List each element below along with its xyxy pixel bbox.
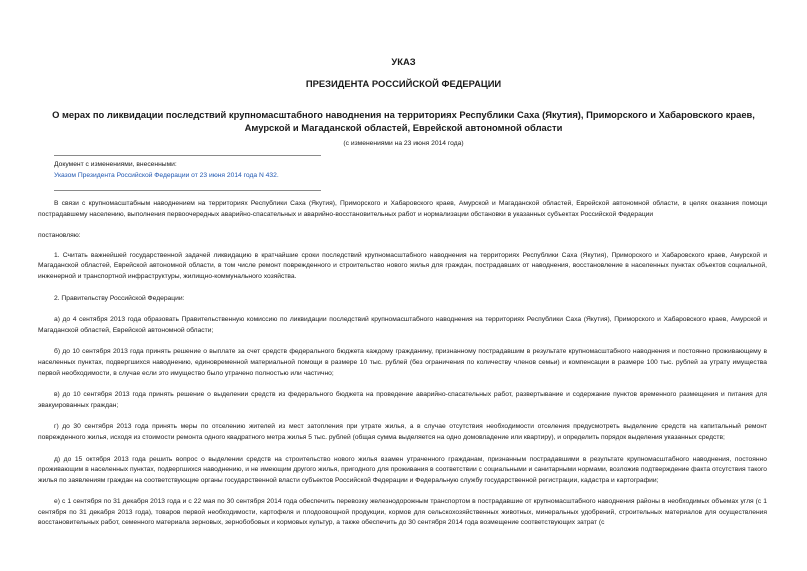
- clause-2g: г) до 30 сентября 2013 года принять меры по отселению жителей из мест затопления при утрате жилья, а в случае отсутствия необходимости отселения предусмотреть выделение средств на капитальный ремонт поврежденного жилья, исходя из стоимости ремонта одного квадратного метра жилья 5 тыс. рублей (общая сумма выделяется на одно домовладение или квартиру), и определить порядок выделения указанных средств;: [38, 423, 767, 441]
- document-issuer: ПРЕЗИДЕНТА РОССИЙСКОЙ ФЕДЕРАЦИИ: [305, 78, 502, 89]
- document-body: [38, 199, 767, 540]
- clause-1: 1. Считать важнейшей государственной задачей ликвидацию в кратчайшие сроки последствий крупномасштабного наводнения на территориях Республики Саха (Якутия), Приморского и Хабаровского краев, Амурской и Магаданской областей, Еврейской автономной области, в том числе ремонт поврежденного и строительство нового жилья для граждан, пострадавших от наводнения, восстановление в населенных пунктах объектов социальной, инженерной и транспортной инфраструктуры, жилищно-коммунального хозяйства.: [38, 251, 767, 280]
- amendment-link[interactable]: Указом Президента Российской Федерации от 23 июня 2014 года N 432.: [54, 172, 279, 179]
- clause-2e: е) с 1 сентября по 31 декабря 2013 года и с 22 мая по 30 сентября 2014 года обеспечить перевозку железнодорожным транспортом в пострадавшие от крупномасштабного наводнения районы в необходимых объемах угля (с 1 сентября по 31 декабря 2013 года), товаров первой необходимости, картофеля и плодоовощной продукции, кормов для сельскохозяйственных животных, минеральных удобрений, строительных материалов для осуществления восстановительных работ, семенного материала зерновых, зернобобовых и кормовых культур, а также обеспечить до 30 сентября 2014 года возмещение соответствующих затрат (с: [38, 498, 767, 527]
- edition-note: (с изменениями на 23 июня 2014 года): [343, 140, 464, 147]
- clause-2: 2. Правительству Российской Федерации:: [54, 294, 185, 302]
- clause-2b: б) до 10 сентября 2013 года принять решение о выплате за счет средств федерального бюджета каждому гражданину, признанному пострадавшим в результате крупномасштабного наводнения и постоянно проживающему в населенных пунктах, подвергшихся наводнению, единовременной материальной помощи в размере 10 тыс. рублей (без ограничения по количеству членов семьи) и компенсации в размере 100 тыс. рублей за утрату имущества первой необходимости, в случае если это имущество было утрачено полностью или частично;: [38, 348, 767, 377]
- amendments-label: Документ с изменениями, внесенными:: [54, 161, 177, 168]
- document-type: УКАЗ: [391, 56, 416, 67]
- clause-2v: в) до 10 сентября 2013 года принять решение о выделении средств из федерального бюджета на проведение аварийно-спасательных работ, развертывание и содержание пунктов временного размещения и питания для эвакуированных граждан;: [38, 391, 767, 409]
- clause-2d: д) до 15 октября 2013 года решить вопрос о выделении средств на строительство нового жилья взамен утраченного гражданам, признанным пострадавшими в результате крупномасштабного наводнения, постоянно проживающим в населенных пунктах, подвергшихся наводнению, и не имеющим другого жилья, пригодного для проживания в соответствии с социальными и санитарными нормами, возложив подтверждение факта отсутствия такого жилья по заявлениям граждан на соответствующие органы государственной власти субъектов Российской Федерации и Федеральную службу государственной регистрации, кадастра и картографии;: [38, 455, 767, 484]
- preamble-paragraph: В связи с крупномасштабным наводнением на территориях Республики Саха (Якутия), Приморского и Хабаровского краев, Амурской и Магаданской областей, Еврейской автономной области, в целях оказания помощи пострадавшему населению, выполнения первоочередных аварийно-спасательных и аварийно-восстановительных работ и нормализации обстановки в указанных субъектах Российской Федерации: [38, 200, 767, 218]
- decree-word: постановляю:: [38, 232, 81, 240]
- clause-2a: а) до 4 сентября 2013 года образовать Правительственную комиссию по ликвидации последствий крупномасштабного наводнения на территориях Республики Саха (Якутия), Приморского и Хабаровского краев, Амурской и Магаданской областей, Еврейской автономной области;: [38, 316, 767, 334]
- document-subject: О мерах по ликвидации последствий крупномасштабного наводнения на территориях Республики Саха (Якутия), Приморского и Хабаровского краев, Амурской и Магаданской областей, Еврейской автономной области: [52, 109, 755, 133]
- amendments-box: [54, 155, 321, 191]
